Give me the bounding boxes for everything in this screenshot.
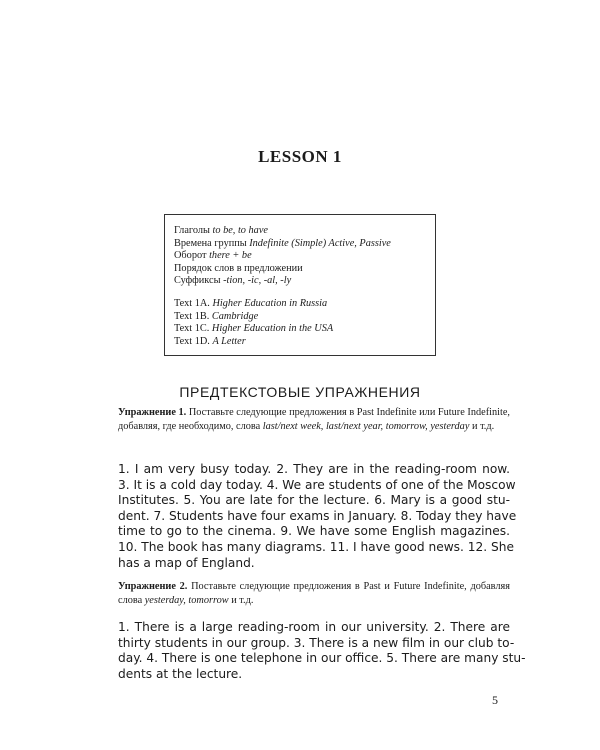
lesson-title: LESSON 1 (258, 147, 342, 166)
topic-label: Text 1C. (174, 323, 212, 335)
topic-label: Text 1B. (174, 310, 212, 322)
exercise-1-instruction-words: last/next week, last/next year, tomorrow, yesterday (262, 420, 470, 432)
sentence-line: has a map of England. (118, 555, 255, 570)
topic-italic-term: -tion, -ic, -al, -ly (223, 275, 292, 287)
topic-label: Суффиксы (174, 275, 224, 287)
topic-italic-term: Cambridge (211, 310, 259, 322)
exercise-2-instruction (118, 580, 510, 607)
topic-label: Оборот (174, 250, 210, 262)
section-heading: ПРЕДТЕКСТОВЫЕ УПРАЖНЕНИЯ (179, 384, 421, 400)
exercise-1-sentences (118, 462, 517, 571)
topic-label: Text 1A. (174, 297, 213, 309)
topic-line (174, 336, 435, 349)
topic-italic-term: to be, to have (212, 225, 268, 236)
topic-line (174, 225, 435, 238)
topic-line (174, 250, 435, 263)
grammar-topics-list (174, 225, 435, 288)
sentence-line: 1. There is a large reading-room in our university. 2. There are (118, 620, 510, 634)
topic-line (174, 238, 435, 251)
topic-line (174, 263, 435, 276)
exercise-1-title: Упражнение 1. (118, 407, 187, 418)
topics-divider-space (174, 288, 435, 298)
topic-italic-term: Higher Education in the USA (211, 323, 334, 335)
sentence-line: day. 4. There is one telephone in our office. 5. There are many stu- (118, 651, 526, 666)
lesson-topics-box (164, 214, 436, 356)
exercise-1-instruction (118, 406, 510, 433)
exercise-2-instruction-end: и т.д. (228, 594, 254, 606)
sentence-line: Institutes. 5. You are late for the lecture. 6. Mary is a good stu- (118, 493, 510, 508)
exercise-1-instruction-end: и т.д. (469, 420, 495, 432)
page-number: 5 (492, 693, 498, 707)
topic-italic-term: there + be (209, 250, 252, 262)
topic-italic-term: A Letter (212, 335, 246, 347)
topic-line (174, 323, 435, 336)
exercise-2-instruction-text: Поставьте следующие предложения в Past и Future Indefinite, добавляя слова (118, 581, 510, 606)
topic-label: Времена группы (174, 237, 250, 249)
sentence-line: 10. The book has many diagrams. 11. I have good news. 12. She (118, 539, 514, 554)
exercise-2-title: Упражнение 2. (118, 581, 188, 592)
topic-line (174, 311, 435, 324)
exercise-1-instruction-text: Поставьте следующие предложения в Past Indefinite или Future Indefinite, добавляя, где необходимо, слова (118, 407, 510, 432)
exercise-2-instruction-words: yesterday, tomorrow (144, 594, 229, 606)
topic-label: Text 1D. (174, 335, 213, 347)
sentence-line: dents at the lecture. (118, 666, 243, 681)
topic-line (174, 298, 435, 311)
sentence-line: thirty students in our group. 3. There is a new film in our club to- (118, 635, 515, 650)
sentence-line: 1. I am very busy today. 2. They are in the reading-room now. (118, 462, 510, 476)
topic-line (174, 275, 435, 288)
sentence-line: 3. It is a cold day today. 4. We are students of one of the Moscow (118, 477, 516, 492)
topic-italic-term: Higher Education in Russia (212, 297, 328, 309)
topic-italic-term: Indefinite (Simple) Active, Passive (249, 237, 391, 249)
sentence-line: dent. 7. Students have four exams in January. 8. Today they have (118, 508, 517, 523)
topic-label: Глаголы (174, 225, 213, 236)
topic-label: Порядок слов в предложении (174, 262, 303, 274)
text-topics-list (174, 298, 435, 348)
exercise-2-sentences (118, 620, 526, 682)
sentence-line: time to go to the cinema. 9. We have some English magazines. (118, 524, 510, 539)
